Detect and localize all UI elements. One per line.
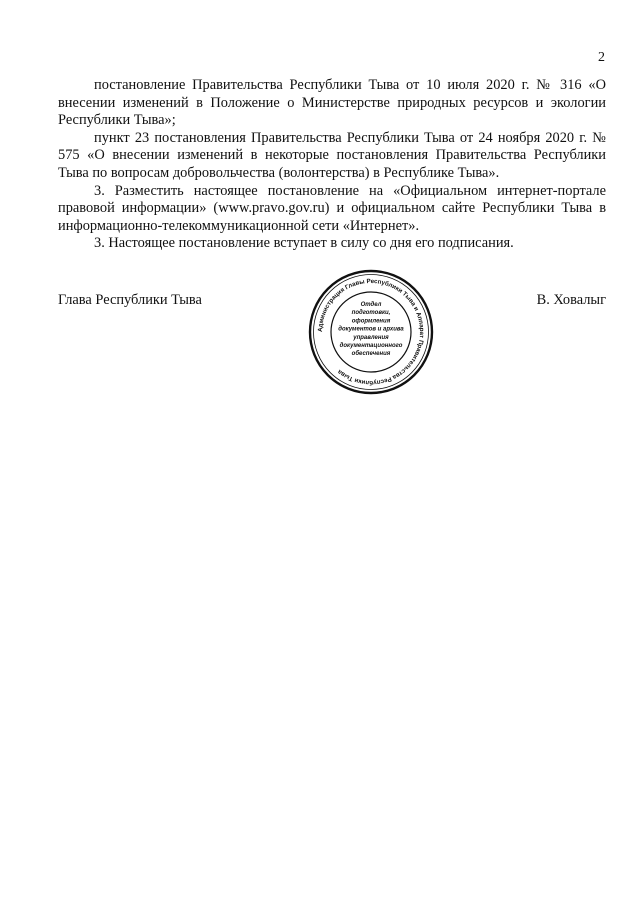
signatory-position: Глава Республики Тыва bbox=[58, 292, 202, 308]
signature-block bbox=[58, 277, 606, 393]
paragraph-repeal-item-316: постановление Правительства Республики Тыва от 10 июля 2020 г. № 316 «О внесении изменений в Положение о Министерстве природных ресурсов и экологии Республики Тыва»; bbox=[58, 77, 606, 129]
seal-ring-text: Администрация Главы Республики Тыва и Аппарат Правительства Республики Тыва bbox=[316, 277, 426, 387]
seal-center-line: Отдел bbox=[360, 302, 382, 308]
seal-center-line: документов и архива bbox=[338, 326, 404, 333]
seal-center-line: документационного bbox=[339, 343, 403, 349]
signatory-name: В. Ховалыг bbox=[536, 292, 606, 308]
seal-center-text bbox=[338, 302, 404, 357]
seal-center-line: оформления bbox=[351, 318, 391, 325]
official-seal bbox=[308, 269, 434, 395]
paragraph-entry-into-force: 3. Настоящее постановление вступает в силу со дня его подписания. bbox=[94, 235, 514, 252]
document-body bbox=[58, 77, 606, 253]
seal-center-line: подготовки, bbox=[351, 310, 391, 317]
paragraph-repeal-item-575: пункт 23 постановления Правительства Республики Тыва от 24 ноября 2020 г. № 575 «О внесении изменений в некоторые постановления Правительства Республики Тыва по вопросам добровольчества (волонтерства) в Республике Тыва». bbox=[58, 129, 606, 181]
page-number: 2 bbox=[598, 50, 605, 65]
seal-center-line: управления bbox=[353, 334, 389, 341]
paragraph-publication: 3. Разместить настоящее постановление на «Официальном интернет-портале правовой информации» (www.pravo.gov.ru) и официальном сайте Республики Тыва в информационно-телекоммуникационной сети «Интернет». bbox=[58, 182, 606, 234]
seal-center-line: обеспечения bbox=[351, 351, 391, 358]
